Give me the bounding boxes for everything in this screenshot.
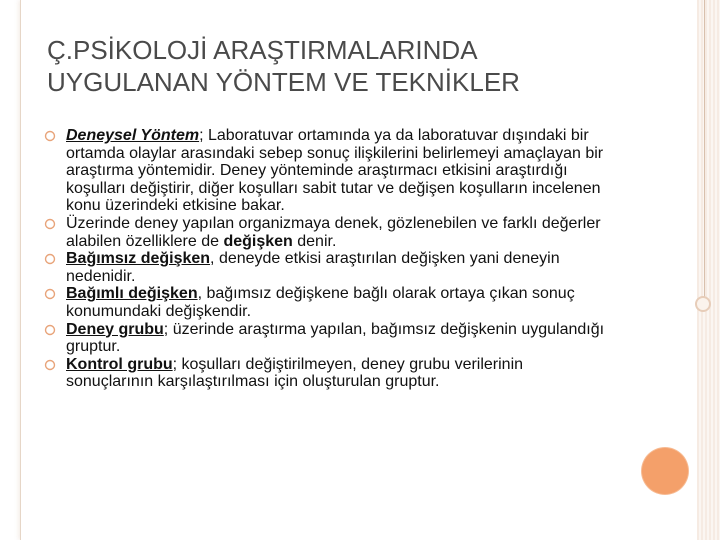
list-item xyxy=(44,356,614,391)
term-deney-grubu: Deney grubu xyxy=(66,320,164,338)
slide-title-line-1: Ç.PSİKOLOJİ ARAŞTIRMALARINDA xyxy=(47,35,478,65)
decorative-small-circle xyxy=(695,296,711,312)
term-deneysel-yontem: Deneysel Yöntem xyxy=(66,127,200,144)
decorative-orange-circle xyxy=(642,448,688,494)
bullet-list xyxy=(44,127,614,391)
list-item xyxy=(44,215,614,250)
term-bagimli-degisken: Bağımlı değişken xyxy=(66,285,198,303)
circle-outline-bullet-icon xyxy=(44,253,56,265)
circle-outline-bullet-icon xyxy=(44,288,56,300)
term-kontrol-grubu: Kontrol grubu xyxy=(66,355,173,373)
circle-outline-bullet-icon xyxy=(44,359,56,371)
slide-title xyxy=(47,34,647,98)
bullet-text: , bağımsız değişkene bağlı olarak ortaya çıkan sonuç konumundaki değişkendir. xyxy=(66,285,575,320)
bullet-text-before: Üzerinde deney yapılan organizmaya denek, gözlenebilen ve farklı değerler alabilen özelliklere de xyxy=(66,214,601,250)
bullet-text: ; koşulları değiştirilmeyen, deney grubu verilerinin sonuçlarının karşılaştırılması için oluşturulan gruptur. xyxy=(66,355,524,391)
list-item xyxy=(44,250,614,285)
bullet-text: , deneyde etkisi araştırılan değişken yani deneyin nedenidir. xyxy=(66,250,560,285)
circle-outline-bullet-icon xyxy=(44,218,56,230)
decorative-line xyxy=(704,0,705,300)
slide-title-line-2: UYGULANAN YÖNTEM VE TEKNİKLER xyxy=(47,67,520,97)
decorative-side-strip xyxy=(697,0,720,540)
list-item xyxy=(44,321,614,356)
circle-outline-bullet-icon xyxy=(44,130,56,142)
bullet-text: ; Laboratuvar ortamında ya da laboratuvar dışındaki bir ortamda olaylar arasındaki sebep sonuç ilişkilerini belirlemeyi amaçlayan bir araştırma yöntemidir. Deney yönteminde araştırmacı etkisini araştırdığı koşulları değiştirir, diğer koşulları sabit tutar ve değişen koşulların incelenen konu üzerindeki etkisine bakar. xyxy=(66,127,604,215)
circle-outline-bullet-icon xyxy=(44,324,56,336)
bullet-text-after: denir. xyxy=(292,232,337,250)
term-degisken: değişken xyxy=(223,232,293,250)
list-item xyxy=(44,127,614,215)
term-bagimsiz-degisken: Bağımsız değişken xyxy=(66,250,211,268)
bullet-text: ; üzerinde araştırma yapılan, bağımsız değişkenin uygulandığı gruptur. xyxy=(66,320,605,356)
list-item xyxy=(44,285,614,320)
